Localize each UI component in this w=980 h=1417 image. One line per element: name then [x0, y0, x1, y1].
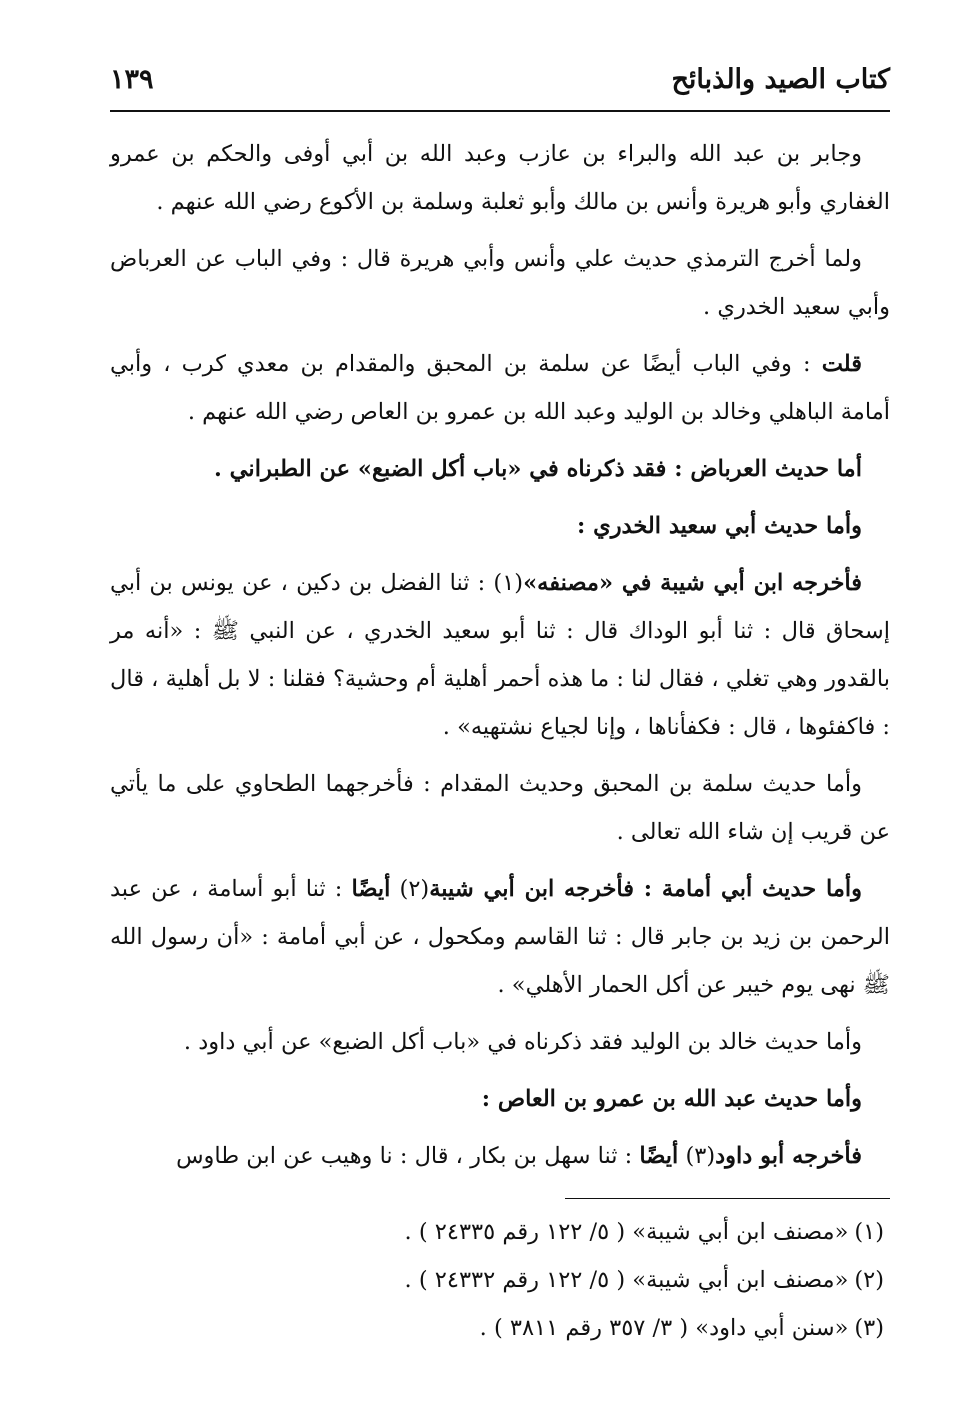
page-number: ١٣٩	[110, 64, 154, 95]
heading-abu-said	[110, 502, 890, 550]
text-segment: : ثنا أبو أسامة ، عن عبد الرحمن بن زيد بن جابر قال : ثنا القاسم ومكحول ، عن أبي أمامة : «أن رسول الله ﷺ نهى يوم خيبر عن أكل الحمار الأهلي» .	[110, 876, 890, 998]
header-rule	[110, 110, 890, 112]
text-segment: (١) : ثنا الفضل بن دكين ، عن يونس بن أبي إسحاق قال : ثنا أبو الوداك قال : ثنا أبو سعيد الخدري ، عن النبي ﷺ : «أنه مر بالقدور وهي تغلي ، فقال لنا : ما هذه أحمر أهلية أم وحشية؟ فقلنا : لا بل أهلية ، قال : فاكفئوها ، قال : فكفأناها ، وإنا لجياع نشتهيه» .	[110, 570, 890, 740]
paragraph-tirmidhi	[110, 235, 890, 331]
text-segment-bold: أيضًا	[351, 876, 391, 902]
main-text	[110, 130, 890, 1189]
text-segment: (٢)	[390, 876, 430, 902]
footnote-item	[110, 1208, 890, 1256]
running-title: كتاب الصيد والذبائح	[671, 64, 890, 95]
paragraph-qultu	[110, 340, 890, 436]
text-segment-bold: فأخرجه ابن أبي شيبة في «مصنفه»	[523, 570, 862, 596]
text-segment: (٣)	[678, 1143, 716, 1169]
paragraph-ibn-abi-shayba	[110, 559, 890, 751]
text-segment-bold: أما حديث العرباض : فقد ذكرناه في «باب أكل الضبع» عن الطبراني .	[214, 456, 862, 482]
text-segment: وجابر بن عبد الله والبراء بن عازب وعبد الله بن أبي أوفى والحكم بن عمرو الغفاري وأبو هريرة وأنس بن مالك وأبو ثعلبة وسلمة بن الأكوع رضي الله عنهم .	[110, 141, 890, 215]
text-segment-bold: أيضًا	[639, 1143, 679, 1169]
page-header	[110, 60, 890, 104]
heading-irbad	[110, 445, 890, 493]
footnote-rule	[565, 1198, 890, 1199]
text-segment-bold: وأما حديث عبد الله بن عمرو بن العاص :	[481, 1086, 862, 1112]
text-segment: وأما حديث خالد بن الوليد فقد ذكرناه في «باب أكل الضبع» عن أبي داود .	[183, 1029, 862, 1055]
footnote-number: (٢)	[854, 1267, 884, 1293]
text-segment: : وفي الباب أيضًا عن سلمة بن المحبق والمقدام بن معدي كرب ، وأبي أمامة الباهلي وخالد بن الوليد وعبد الله بن عمرو بن العاص رضي الله عنهم .	[110, 351, 890, 425]
paragraph-salama	[110, 760, 890, 856]
text-segment-bold: قلت	[821, 351, 862, 377]
text-segment-bold: فأخرجه أبو داود	[715, 1143, 862, 1169]
paragraph-khalid	[110, 1018, 890, 1066]
text-segment: : ثنا سهل بن بكار ، قال : نا وهيب عن ابن طاوس	[176, 1143, 640, 1169]
footnote-item	[110, 1304, 890, 1352]
text-segment: وأما حديث سلمة بن المحبق وحديث المقدام : فأخرجهما الطحاوي على ما يأتي عن قريب إن شاء الله تعالى .	[110, 771, 890, 845]
paragraph-companions	[110, 130, 890, 226]
footnote-item	[110, 1256, 890, 1304]
heading-abdullah	[110, 1075, 890, 1123]
footnote-text: «سنن أبي داود» ( ٣/ ٣٥٧ رقم ٣٨١١ ) .	[479, 1315, 849, 1341]
footnote-text: «مصنف ابن أبي شيبة» ( ٥/ ١٢٢ رقم ٢٤٣٣٥ ) .	[404, 1219, 849, 1245]
text-segment-bold: وأما حديث أبي أمامة : فأخرجه ابن أبي شيبة	[429, 876, 863, 902]
text-segment: ولما أخرج الترمذي حديث علي وأنس وأبي هريرة قال : وفي الباب عن العرباض وأبي سعيد الخدري .	[110, 246, 890, 320]
footnote-number: (٣)	[854, 1315, 884, 1341]
text-segment-bold: وأما حديث أبي سعيد الخدري :	[576, 513, 862, 539]
footnote-text: «مصنف ابن أبي شيبة» ( ٥/ ١٢٢ رقم ٢٤٣٣٢ ) .	[404, 1267, 849, 1293]
footnotes	[110, 1208, 890, 1352]
paragraph-abu-umama	[110, 865, 890, 1009]
paragraph-abu-dawud	[110, 1132, 890, 1180]
footnote-number: (١)	[854, 1219, 884, 1245]
